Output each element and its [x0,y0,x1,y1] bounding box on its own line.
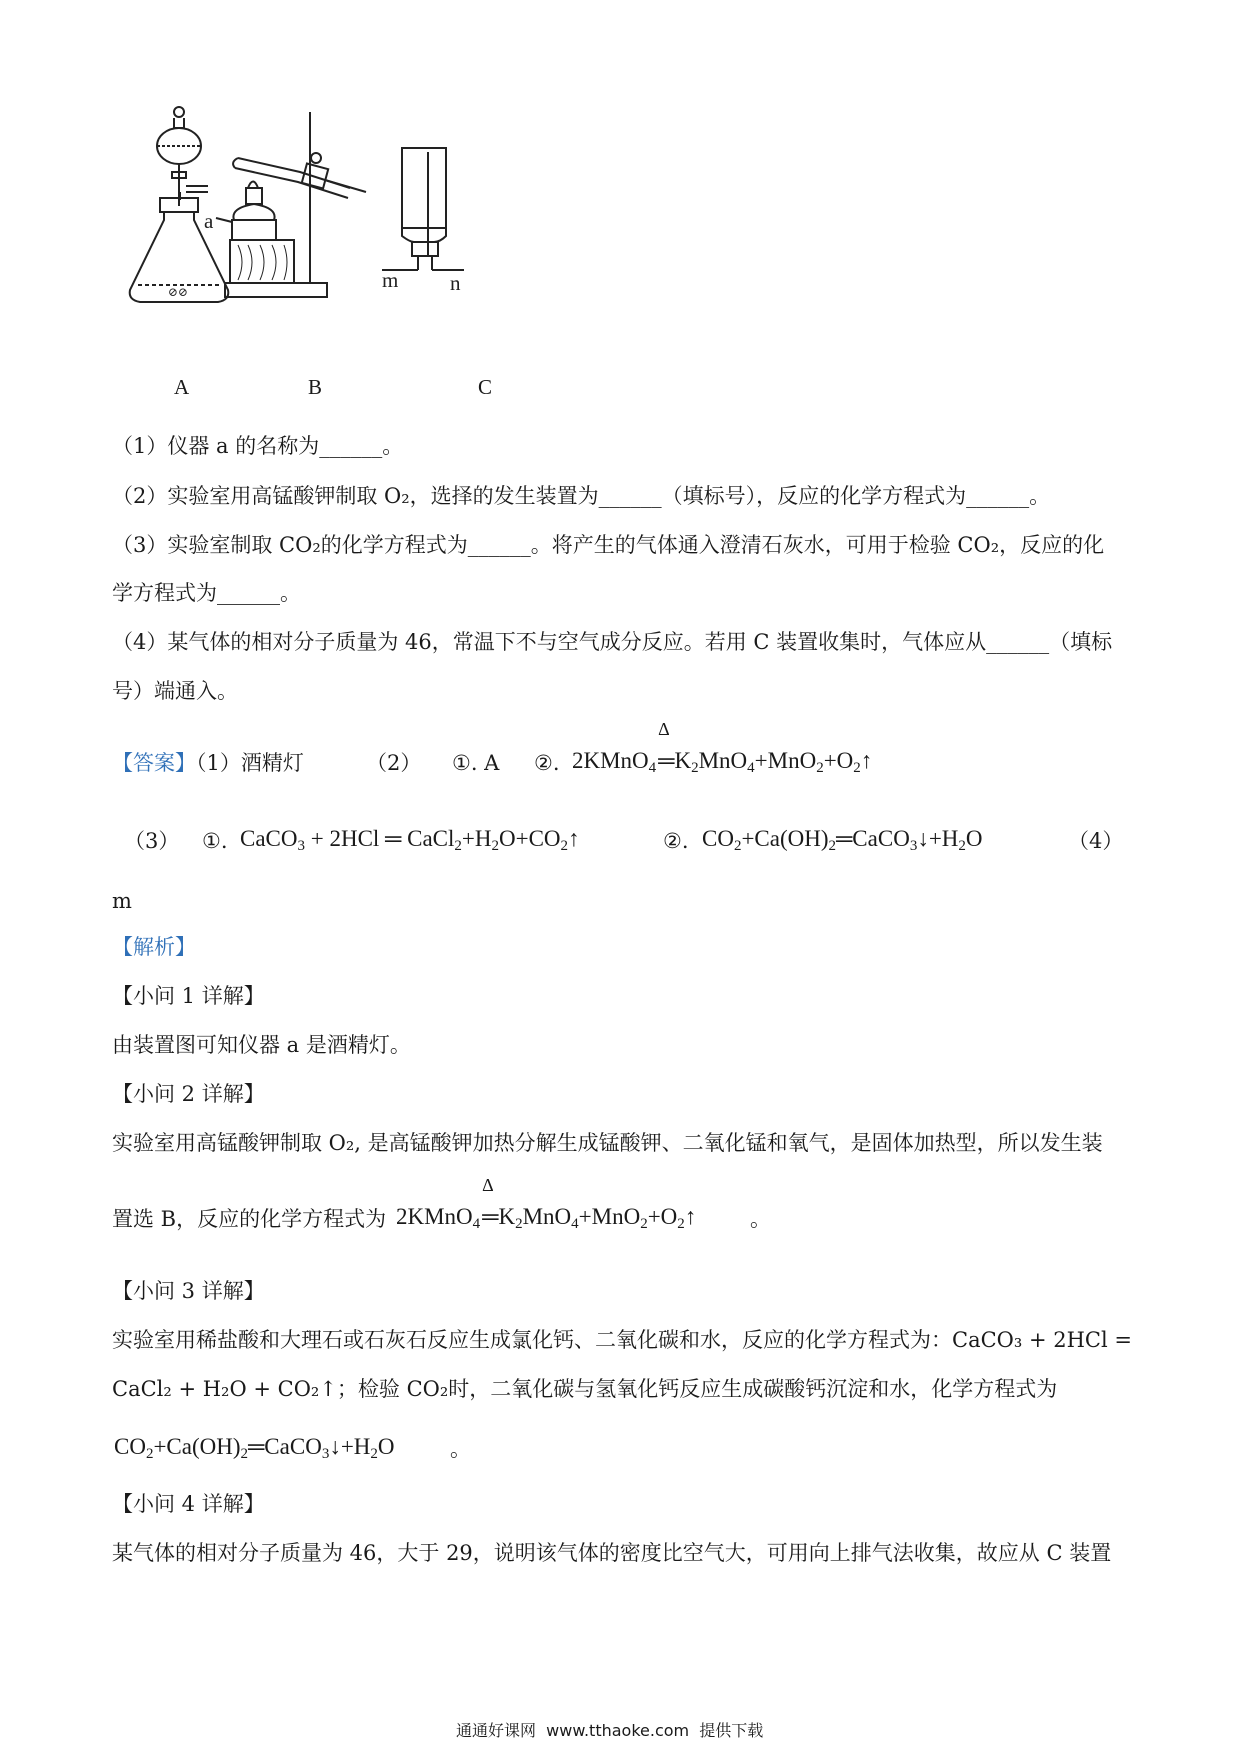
analysis-text-2-pre: 置选 B，反应的化学方程式为 [112,1207,387,1231]
equation-caco3-hcl-answer: CaCO$_3$ + 2HCl ═ $CaCl_2+H_2O+CO_2↑$ [240,826,580,854]
equation-kmno4-analysis: 2KMnO$_4$ Δ $═K_2MnO_4+MnO_2+O_2↑$ [396,1175,697,1232]
answer-line-1 [112,748,304,778]
figure-caption-a: A [174,375,190,399]
analysis-text-4-line-1: 某气体的相对分子质量为 46，大于 29，说明该气体的密度比空气大，可用向上排气法收集，故应从 C 装置 [112,1541,1112,1565]
analysis-text-1: 由装置图可知仪器 a 是酒精灯。 [112,1033,411,1057]
question-3-line-2: 学方程式为______。 [112,581,301,605]
answer-part-3-label: （3） [124,829,180,853]
equation-kmno4-answer: 2KMnO$_4$ Δ $═K_2MnO_4+MnO_2+O_2↑$ [572,719,873,776]
svg-text:⊘⊘: ⊘⊘ [168,285,189,299]
apparatus-c [382,148,464,270]
equation-co2-caoh2-analysis: $CO_2+Ca(OH)_2═CaCO_3↓+H_2O$ [114,1434,395,1462]
answer-part-2-label: （2） [366,751,422,775]
answer-part-1: （1）酒精灯 [196,751,304,775]
analysis-heading-1: 【小问 1 详解】 [112,984,265,1008]
apparatus-a [130,107,229,302]
question-3-line-1: （3）实验室制取 CO₂的化学方程式为______。将产生的气体通入澄清石灰水，可用于检验 CO₂，反应的化 [112,533,1105,557]
apparatus-b [216,112,366,297]
question-4-line-2: 号）端通入。 [112,679,238,703]
figure-caption-b: B [308,375,323,399]
answer-part-3-a: ①. [202,829,228,853]
analysis-heading-4: 【小问 4 详解】 [112,1492,265,1516]
analysis-text-2-line-2 [112,1204,386,1234]
analysis-text-2-post: 。 [750,1207,771,1231]
answer-part-4-label: （4） [1068,829,1124,853]
figure-label-m: m [382,268,399,292]
analysis-text-3-line-1: 实验室用稀盐酸和大理石或石灰石反应生成氯化钙、二氧化碳和水，反应的化学方程式为：CaCO₃ + 2HCl = [112,1328,1132,1352]
figure-label-a: a [204,209,214,233]
footer-watermark: 通通好课网 www.tthaoke.com 提供下载 [456,1721,764,1740]
question-1: （1）仪器 a 的名称为______。 [112,434,404,458]
figure-caption-c: C [478,375,493,399]
analysis-tag: 【解析】 [112,935,196,959]
answer-part-3-b: ②. [663,829,689,853]
analysis-text-3-line-2: CaCl₂ + H₂O + CO₂↑；检验 CO₂时，二氧化碳与氢氧化钙反应生成碳酸钙沉淀和水，化学方程式为 [112,1377,1058,1401]
apparatus-figure [120,100,540,400]
answer-part-2-b: ②. [534,751,560,775]
answer-part-2-a: ①. A [452,751,500,775]
equation-co2-caoh2-answer: $CO_2+Ca(OH)_2═CaCO_3↓+H_2O$ [702,826,983,854]
analysis-text-2-line-1: 实验室用高锰酸钾制取 O₂, 是高锰酸钾加热分解生成锰酸钾、二氧化锰和氧气，是固体加热型，所以发生装 [112,1131,1103,1155]
question-2: （2）实验室用高锰酸钾制取 O₂，选择的发生装置为______（填标号），反应的化学方程式为______。 [112,484,1051,508]
figure-label-n: n [450,271,461,295]
analysis-heading-2: 【小问 2 详解】 [112,1082,265,1106]
analysis-heading-3: 【小问 3 详解】 [112,1279,265,1303]
question-4-line-1: （4）某气体的相对分子质量为 46，常温下不与空气成分反应。若用 C 装置收集时，气体应从______（填标 [112,630,1113,654]
answer-tag: 【答案】 [112,751,196,775]
analysis-text-3-post: 。 [450,1437,471,1461]
answer-part-4: m [112,889,132,913]
